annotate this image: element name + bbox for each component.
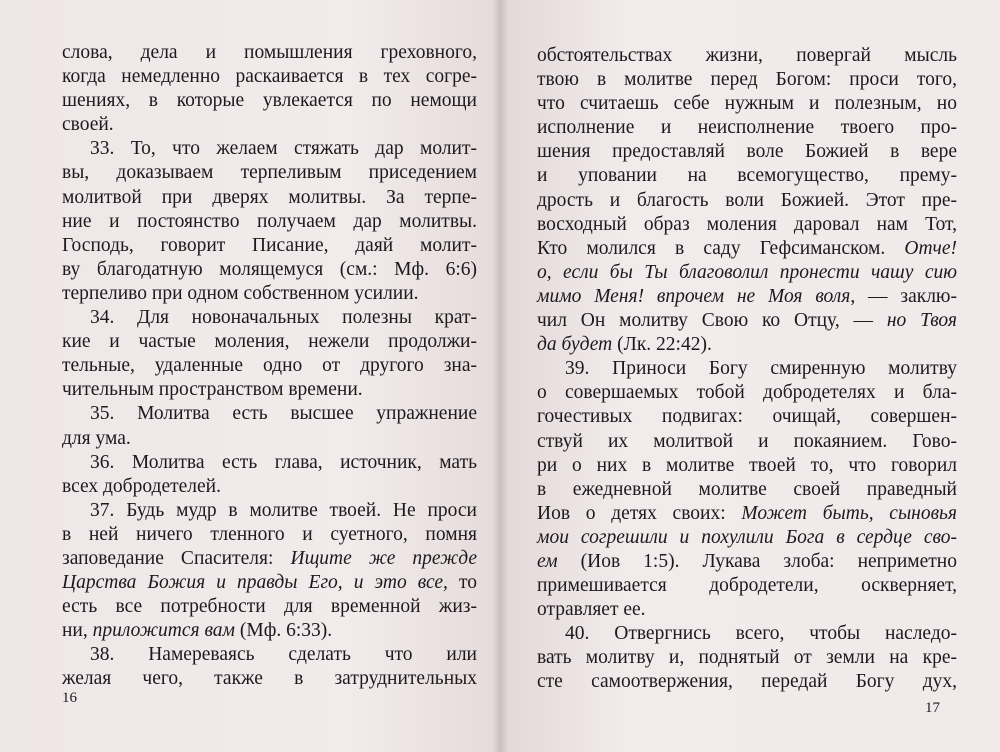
text-line: ри о них в молитве твоей то, что говорил: [537, 454, 957, 476]
text-line: обстоятельствах жизни, повергай мысль: [537, 45, 957, 66]
text-run: чил Он молитву Свою ко Отцу, —: [537, 310, 887, 332]
page-number: 16: [62, 690, 77, 706]
text-run: то: [447, 572, 477, 594]
text-line: [537, 502, 957, 526]
text-line: [62, 571, 477, 595]
paragraph-start-39: 39. Приноси Богу смиренную молитву: [565, 358, 957, 380]
text-line: в ней ничего тленного и суетного, помня: [62, 523, 477, 545]
paragraph-start-34: 34. Для новоначальных полезны крат-: [90, 307, 477, 329]
text-run: (Лк. 22:42).: [612, 334, 712, 356]
text-line: тельные, удаленные одно от другого зна-: [62, 355, 477, 377]
italic-quote: да будет: [537, 334, 613, 356]
italic-quote: о, если бы Ты благоволил пронести чашу сию: [537, 261, 957, 283]
text-line: для ума.: [62, 427, 131, 449]
text-line: [62, 547, 477, 571]
text-line: [537, 526, 957, 550]
text-line: вы, доказываем терпеливым приседением: [62, 162, 477, 184]
text-line: гочестивых подвигах: очищай, совершен-: [537, 406, 957, 428]
paragraph-start-37: 37. Будь мудр в молитве твоей. Не проси: [90, 499, 477, 521]
italic-quote: приложится вам: [92, 620, 235, 642]
text-line: есть все потребности для временной жиз-: [62, 596, 477, 618]
text-run: , — заклю-: [850, 285, 957, 307]
italic-quote: Отче!: [904, 237, 957, 259]
text-line: сте самоотвержения, передай Богу дух,: [537, 671, 957, 693]
paragraph-start-36: 36. Молитва есть глава, источник, мать: [90, 451, 477, 473]
text-line: желая чего, также в затруднительных: [62, 668, 477, 690]
italic-quote: Ищите же прежде: [290, 547, 477, 569]
paragraph-start-33: 33. То, что желаем стяжать дар молит-: [90, 138, 477, 160]
text-line: в ежедневной молитве своей праведный: [537, 478, 957, 500]
book-gutter: [492, 0, 508, 752]
text-line: ву благодатную молящемуся (см.: Мф. 6:6): [62, 258, 477, 280]
text-line: [537, 550, 957, 574]
right-page-text: [537, 44, 957, 695]
italic-quote: мои согрешили и похулили Бога в сердце сво-: [537, 526, 957, 548]
text-line: примешивается добродетели, оскверняет,: [537, 575, 957, 597]
text-line: дрость и благость воли Божией. Этот пре-: [537, 189, 957, 211]
text-line: исполнение и неисполнение твоего про-: [537, 117, 957, 139]
text-line: своей.: [62, 114, 114, 136]
italic-quote: но Твоя: [886, 310, 957, 332]
text-line: ние и постоянство получаем дар молитвы.: [62, 210, 477, 232]
text-line: восходный образ моления даровал нам Тот,: [537, 213, 957, 235]
text-line: о совершаемых тобой добродетелях и бла-: [537, 382, 957, 404]
text-line: [537, 261, 957, 285]
paragraph-start-40: 40. Отвергнись всего, чтобы наследо-: [565, 623, 957, 645]
text-line: [62, 619, 477, 643]
text-run: (Мф. 6:33).: [234, 620, 333, 642]
text-line: чительным пространством времени.: [62, 379, 363, 401]
text-line: слова, дела и помышления греховного,: [62, 42, 477, 63]
text-line: ствуй их молитвой и покаянием. Гово-: [537, 430, 957, 452]
italic-quote: Может быть, сыновья: [741, 502, 957, 524]
text-run: Кто молился в саду Гефсиманском.: [537, 237, 905, 259]
text-line: молитвой при дверях молитвы. За терпе-: [62, 186, 477, 208]
text-run: Иов о детях своих:: [537, 502, 742, 524]
text-line: отравляет ее.: [537, 599, 646, 621]
text-line: что считаешь себе нужным и полезным, но: [537, 93, 957, 115]
text-line: [537, 237, 957, 261]
text-line: [537, 309, 957, 333]
text-line: [537, 285, 957, 309]
paragraph-start-38: 38. Намереваясь сделать что или: [90, 644, 477, 666]
left-page-text: [62, 41, 477, 692]
text-line: кие и частые моления, нежели продолжи-: [62, 331, 477, 353]
right-page: [500, 0, 1000, 752]
paragraph-start-35: 35. Молитва есть высшее упражнение: [90, 403, 477, 425]
text-line: и уповании на всемогущество, прему-: [537, 165, 957, 187]
italic-quote: Царства Божия и правды Его, и это все,: [62, 572, 448, 594]
text-line: вать молитву и, поднятый от земли на кре-: [537, 647, 957, 669]
text-line: шениях, в которые увлекается по немощи: [62, 90, 477, 112]
text-run: ни,: [62, 620, 93, 642]
text-line: терпеливо при одном собственном усилии.: [62, 282, 419, 304]
page-number: 17: [925, 700, 940, 716]
italic-quote: ем: [537, 550, 558, 572]
text-run: (Иов 1:5). Лукава злоба: неприметно: [557, 550, 957, 572]
italic-quote: мимо Меня! впрочем не Моя воля: [537, 285, 851, 307]
text-line: когда немедленно раскаивается в тех согре-: [62, 66, 477, 88]
text-line: всех добродетелей.: [62, 475, 221, 497]
text-line: шения предоставляй воле Божией в вере: [537, 141, 957, 163]
text-line: Господь, говорит Писание, даяй молит-: [62, 234, 477, 256]
text-run: заповедание Спасителя:: [62, 547, 291, 569]
text-line: твою в молитве перед Богом: проси того,: [537, 69, 957, 91]
text-line: [537, 333, 957, 357]
